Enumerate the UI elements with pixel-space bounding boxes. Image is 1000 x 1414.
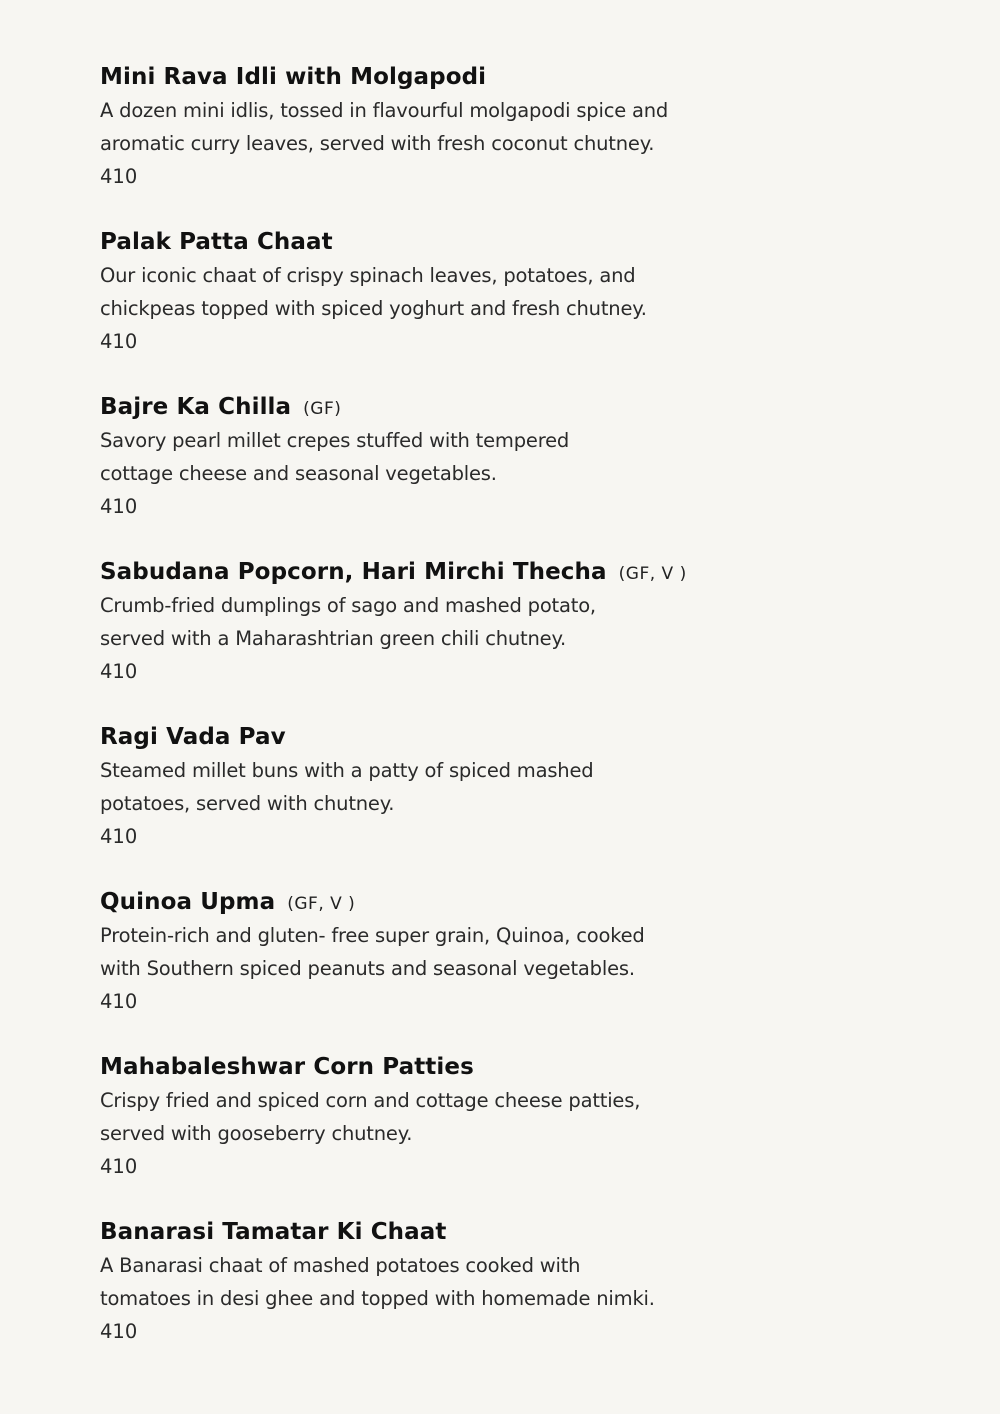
item-description	[100, 94, 740, 160]
description-line: served with gooseberry chutney.	[100, 1122, 413, 1145]
description-line: potatoes, served with chutney.	[100, 792, 395, 815]
item-price: 410	[100, 660, 138, 683]
menu-item	[100, 1052, 740, 1183]
description-line: with Southern spiced peanuts and seasonal vegetables.	[100, 957, 635, 980]
menu-item	[100, 392, 740, 523]
description-line: Our iconic chaat of crispy spinach leaves, potatoes, and	[100, 264, 636, 287]
menu-item	[100, 557, 740, 688]
item-description	[100, 589, 740, 655]
item-title-row	[100, 62, 740, 92]
item-price: 410	[100, 165, 138, 188]
menu-item	[100, 722, 740, 853]
item-name: Mini Rava Idli with Molgapodi	[100, 64, 487, 90]
menu-item	[100, 227, 740, 358]
item-description	[100, 919, 740, 985]
item-description	[100, 259, 740, 325]
item-title-row	[100, 1217, 740, 1247]
description-line: A dozen mini idlis, tossed in flavourful molgapodi spice and	[100, 99, 669, 122]
item-title-row	[100, 227, 740, 257]
dietary-tag: (GF)	[303, 399, 342, 419]
description-line: Crispy fried and spiced corn and cottage cheese patties,	[100, 1089, 641, 1112]
dietary-tag: (GF, V )	[287, 894, 356, 914]
item-name: Mahabaleshwar Corn Patties	[100, 1054, 474, 1080]
item-price: 410	[100, 330, 138, 353]
description-line: chickpeas topped with spiced yoghurt and fresh chutney.	[100, 297, 647, 320]
description-line: cottage cheese and seasonal vegetables.	[100, 462, 497, 485]
menu-item	[100, 1217, 740, 1348]
dietary-tag: (GF, V )	[618, 564, 687, 584]
item-name: Quinoa Upma	[100, 889, 276, 915]
item-price: 410	[100, 825, 138, 848]
description-line: Steamed millet buns with a patty of spiced mashed	[100, 759, 594, 782]
description-line: A Banarasi chaat of mashed potatoes cooked with	[100, 1254, 581, 1277]
item-price: 410	[100, 990, 138, 1013]
item-title-row	[100, 1052, 740, 1082]
item-title-row	[100, 557, 740, 587]
menu-item	[100, 887, 740, 1018]
menu-item	[100, 62, 740, 193]
item-title-row	[100, 887, 740, 917]
item-price: 410	[100, 1320, 138, 1343]
item-name: Sabudana Popcorn, Hari Mirchi Thecha	[100, 559, 607, 585]
description-line: Protein-rich and gluten- free super grain, Quinoa, cooked	[100, 924, 645, 947]
description-line: Crumb-fried dumplings of sago and mashed potato,	[100, 594, 596, 617]
item-price: 410	[100, 495, 138, 518]
description-line: served with a Maharashtrian green chili chutney.	[100, 627, 567, 650]
item-description	[100, 754, 740, 820]
item-name: Ragi Vada Pav	[100, 724, 286, 750]
item-name: Bajre Ka Chilla	[100, 394, 292, 420]
item-description	[100, 424, 740, 490]
item-name: Banarasi Tamatar Ki Chaat	[100, 1219, 447, 1245]
item-title-row	[100, 392, 740, 422]
item-title-row	[100, 722, 740, 752]
item-description	[100, 1084, 740, 1150]
item-price: 410	[100, 1155, 138, 1178]
description-line: tomatoes in desi ghee and topped with homemade nimki.	[100, 1287, 655, 1310]
item-description	[100, 1249, 740, 1315]
description-line: Savory pearl millet crepes stuffed with tempered	[100, 429, 570, 452]
description-line: aromatic curry leaves, served with fresh coconut chutney.	[100, 132, 655, 155]
item-name: Palak Patta Chaat	[100, 229, 333, 255]
